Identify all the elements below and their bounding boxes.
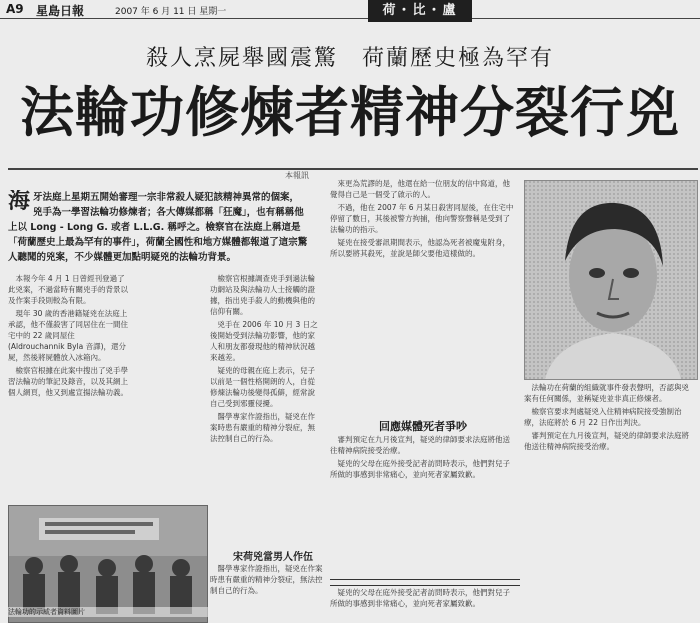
newspaper-name: 星島日報 bbox=[36, 4, 85, 18]
paragraph: 疑兇的父母在庭外接受記者訪問時表示，他們對兒子所做的事感到非常痛心，並向死者家屬致歉。 bbox=[330, 588, 510, 608]
paragraph: 來更為荒謬的是，他還在給一位朋友的信中寫道，他覺得自己是一個受了啟示的人。 bbox=[330, 179, 510, 199]
paragraph: 法輪功在荷蘭的組織就事件發表聲明，否認與兇案有任何關係，並稱疑兇並非真正修煉者。 bbox=[524, 383, 689, 403]
photo-caption: 法輪功的示威者資料圖片 bbox=[8, 607, 208, 617]
column-subhead: 宋荷兇當男人作伍 bbox=[233, 552, 313, 563]
highlight-rule bbox=[330, 579, 520, 586]
paragraph: 疑兇的父母在庭外接受記者訪問時表示，他們對兒子所做的事感到非常痛心，並向死者家屬致歉。 bbox=[330, 459, 510, 479]
article-column-2b bbox=[210, 563, 326, 621]
sub-headline: 殺人烹屍舉國震驚 荷蘭歷史極為罕有 bbox=[145, 46, 554, 71]
article-column-3c bbox=[330, 587, 516, 621]
lead-paragraph bbox=[8, 190, 308, 268]
article-column-1 bbox=[8, 273, 130, 501]
byline: 本報訊 bbox=[285, 171, 309, 180]
article-column-2 bbox=[210, 273, 322, 543]
paragraph: 審判預定在九月後宣判，疑兇的律師要求法庭將他送往精神病院接受治療。 bbox=[524, 431, 689, 451]
paragraph: 檢察官根據在此案中搜出了兇手學習法輪功的筆記及錄音，以及其網上個人網頁，他又到處宣揚法輪功義。 bbox=[8, 366, 128, 397]
main-headline: 法輪功修煉者精神分裂行兇 bbox=[20, 80, 680, 144]
demonstration-photo bbox=[8, 505, 208, 623]
paragraph: 醫學專家作證指出，疑兇在作案時患有嚴重的精神分裂症，無法控制自己的行為。 bbox=[210, 564, 323, 595]
article-column-4 bbox=[524, 382, 696, 620]
suspect-portrait-photo bbox=[524, 180, 698, 380]
section-banner: 荷・比・盧 bbox=[368, 0, 472, 22]
article-column-3 bbox=[330, 178, 516, 414]
paragraph: 本報今年 4 月 1 日曾經刊登過了此兇案，不過當時有關兇手的背景以及作案手段則較為有限。 bbox=[8, 274, 128, 305]
paragraph: 審判預定在九月後宣判，疑兇的律師要求法庭將他送往精神病院接受治療。 bbox=[330, 435, 510, 455]
lead-text: 牙法庭上星期五開始審理一宗非常殺人疑犯該精神異常的個案，兇手為一學習法輪功修煉者；各大傳媒都稱「狂魔」，也有稱稱他上以 Long - Long G. 或者 L.L.G. 稱呼之。檢察官在法庭上稱這是「荷蘭歷史上最為罕有的事件」，荷蘭全國性和地方媒體都報道了這宗驚人聽聞的兇案，不少媒體更加點明疑兇的法輪功背景。 bbox=[8, 192, 308, 263]
paragraph: 醫學專家作證指出，疑兇在作案時患有嚴重的精神分裂症，無法控制自己的行為。 bbox=[210, 412, 315, 443]
article-column-3b bbox=[330, 434, 516, 574]
paragraph: 檢察官要求判處疑兇入住精神病院接受強制治療，法庭將於 6 月 22 日作出判決。 bbox=[524, 407, 682, 427]
page-header bbox=[0, 0, 700, 19]
publication-date: 2007 年 6 月 11 日 星期一 bbox=[115, 7, 227, 17]
paragraph: 不過，他在 2007 年 6 月某日殺害同屋後，在住宅中停留了數日，其後被警方拘捕，他向警察聲稱是受到了法輪功的指示。 bbox=[330, 203, 514, 234]
lead-drop-cap: 海 bbox=[8, 190, 31, 214]
paragraph: 疑兇在接受審訊期間表示，他認為死者被魔鬼附身，所以要將其殺死，並說是師父要他這樣做的。 bbox=[330, 238, 510, 258]
paragraph: 現年 30 歲的香港籍疑兇在法庭上承認，他不僅殺害了同居住在一間住宅中的 22 歲同屋住 (Aldrouchannik Byla 音譯)，還分屍，然後將屍體放入冰箱內。 bbox=[8, 309, 128, 362]
paragraph: 兇手在 2006 年 10 月 3 日之後開始受到法輪功影響，他的家人和朋友都發現他的精神狀況越來越差。 bbox=[210, 320, 318, 362]
paragraph: 檢察官根據調查兇手到過法輪功網站及與法輪功人士接觸的證據，指出兇手殺人的動機與他的信仰有關。 bbox=[210, 274, 315, 316]
section-subhead: 回應媒體死者爭吵 bbox=[379, 420, 467, 433]
paragraph: 疑兇的母親在庭上表示，兒子以前是一個性格開朗的人，自從修煉法輪功後變得孤僻，經常說自己受到邪靈侵擾。 bbox=[210, 366, 315, 408]
headline-rule bbox=[8, 168, 698, 170]
portrait-illustration bbox=[525, 181, 697, 379]
page-number: A9 bbox=[6, 2, 24, 16]
group-illustration bbox=[9, 506, 207, 622]
